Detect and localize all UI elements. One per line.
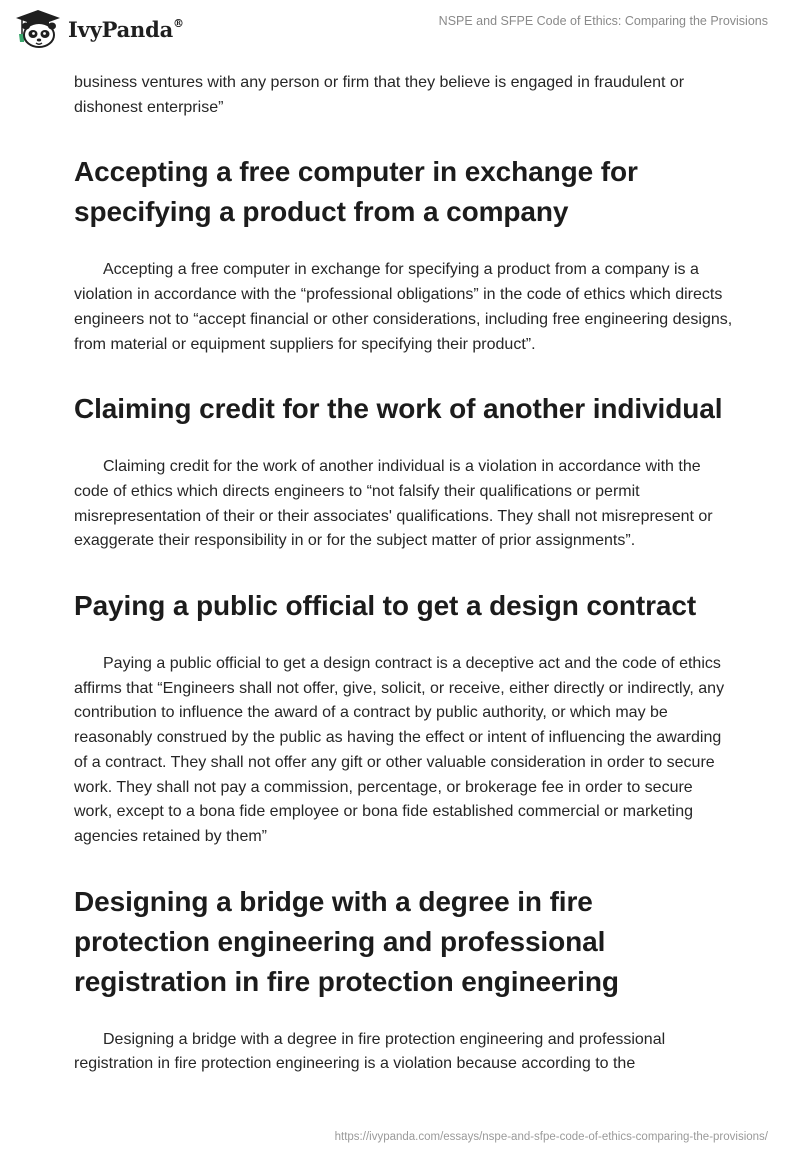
section-body-designing-bridge: Designing a bridge with a degree in fire protection engineering and professional registration in fire protection engineering is a violation because according to the <box>74 1030 666 1073</box>
page-header <box>0 0 800 64</box>
brand-name: IvyPanda® <box>68 16 184 42</box>
intro-fragment-paragraph: business ventures with any person or firm that they believe is engaged in fraudulent or dishonest enterprise” <box>74 74 685 116</box>
ivypanda-logo[interactable] <box>14 8 184 50</box>
section-body-claiming-credit: Claiming credit for the work of another individual is a violation in accordance with the code of ethics which directs engineers to “not falsify their qualifications or permit misrepresentation of their or their associates' qualifications. They shall not misrepresent or exaggerate their responsibility in or for the subject matter of prior assignments”. <box>74 458 713 550</box>
section-heading-free-computer: Accepting a free computer in exchange for specifying a product from a company <box>74 156 638 228</box>
document-title: NSPE and SFPE Code of Ethics: Comparing the Provisions <box>438 14 768 28</box>
essay-content <box>74 71 734 1077</box>
section-heading-designing-bridge: Designing a bridge with a degree in fire protection engineering and professional registration in fire protection engineering <box>74 885 619 997</box>
section-heading-paying-official: Paying a public official to get a design contract <box>74 590 697 622</box>
panda-mascot-icon <box>14 8 62 50</box>
section-body-free-computer: Accepting a free computer in exchange for specifying a product from a company is a violation in accordance with the “professional obligations” in the code of ethics which directs engineers not to “accept financial or other considerations, including free engineering designs, from material or equipment suppliers for specifying their product”. <box>74 261 733 353</box>
section-heading-claiming-credit: Claiming credit for the work of another individual <box>74 393 723 425</box>
section-body-paying-official: Paying a public official to get a design contract is a deceptive act and the code of ethics affirms that “Engineers shall not offer, give, solicit, or receive, either directly or indirectly, any contribution to influence the award of a contract by public authority, or which may be reasonably construed by the public as having the effect or intent of influencing the awarding of a contract. They shall not offer any gift or other valuable consideration in order to secure work. They shall not pay a commission, percentage, or brokerage fee in order to secure work, except to a bona fide employee or bona fide established commercial or marketing agencies retained by them” <box>74 655 725 845</box>
source-url-link[interactable]: https://ivypanda.com/essays/nspe-and-sfpe-code-of-ethics-comparing-the-provisions/ <box>334 1131 768 1143</box>
